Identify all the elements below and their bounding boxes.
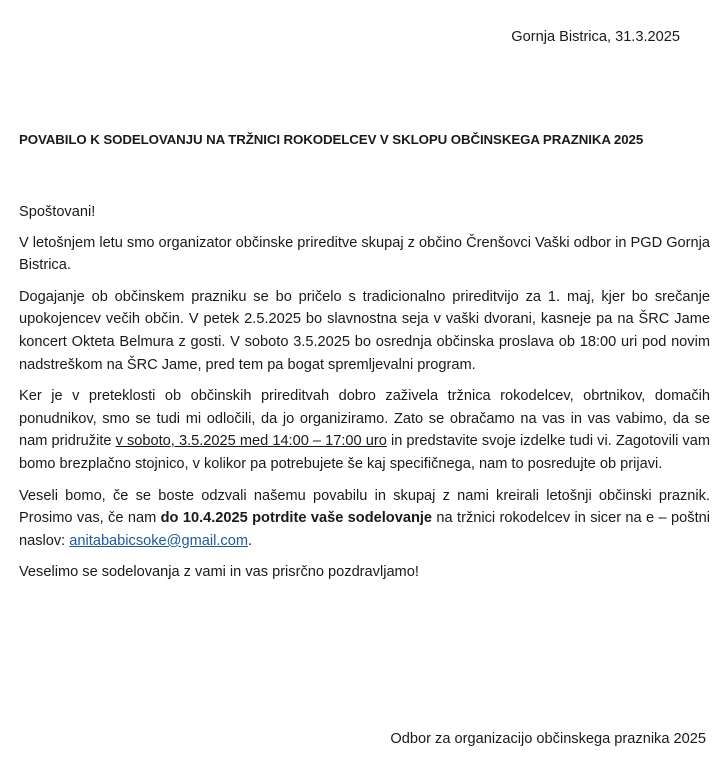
registration-text-end: . [247, 532, 253, 549]
signature: Odbor za organizacijo občinskega praznika 2025 [390, 731, 706, 747]
paragraph-registration [19, 485, 710, 553]
market-text-start: Ker je v preteklosti ob občinskih prireditvah dobro zaživela tržnica rokodelcev, obrtnikov, domačih ponudnikov, smo se tudi mi odločili, da jo organiziramo. Zato se obračamo na vas in vas vabimo, da se nam pridružite [19, 388, 710, 450]
registration-text-mid: na tržnici rokodelcev in sicer na e – poštni naslov: [19, 510, 710, 549]
document-title: POVABILO K SODELOVANJU NA TRŽNICI ROKODELCEV V SKLOPU OBČINSKEGA PRAZNIKA 2025 [19, 132, 644, 147]
market-text-end: in predstavite svoje izdelke tudi vi. Zagotovili vam bomo brezplačno stojnico, v kolikor pa potrebujete še kaj specifičnega, nam to posredujte ob prijavi. [19, 433, 710, 472]
market-date-time: v soboto, 3.5.2025 med 14:00 – 17:00 uro [115, 433, 387, 450]
closing-line: Veselimo se sodelovanja z vami in vas prisrčno pozdravljamo! [19, 564, 419, 581]
paragraph-organizer: V letošnjem letu smo organizator občinske prireditve skupaj z občino Črenšovci Vaški odbor in PGD Gornja Bistrica. [19, 234, 710, 274]
greeting: Spoštovani! [19, 204, 96, 220]
registration-text-start: Veseli bomo, če se boste odzvali našemu povabilu in skupaj z nami kreirali letošnji občinski praznik. Prosimo vas, če nam [19, 487, 710, 527]
paragraph-program: Dogajanje ob občinskem prazniku se bo pričelo s tradicionalno prireditvijo za 1. maj, kjer bo srečanje upokojencev večih občin. V petek 2.5.2025 bo slavnostna seja v vaški dvorani, kasneje pa na ŠRC Jame koncert Okteta Belmura z gosti. V soboto 3.5.2025 bo osrednja občinska proslava ob 18:00 uri pod novim nadstreškom na ŠRC Jame, pred tem pa bogat spremljevalni program. [19, 288, 710, 373]
email-link[interactable]: anitababicsoke@gmail.com [69, 532, 248, 549]
registration-deadline: do 10.4.2025 potrdite vaše sodelovanje [160, 510, 433, 527]
place-date: Gornja Bistrica, 31.3.2025 [511, 29, 680, 45]
letter-body [19, 201, 710, 593]
paragraph-market-invitation [19, 385, 710, 475]
